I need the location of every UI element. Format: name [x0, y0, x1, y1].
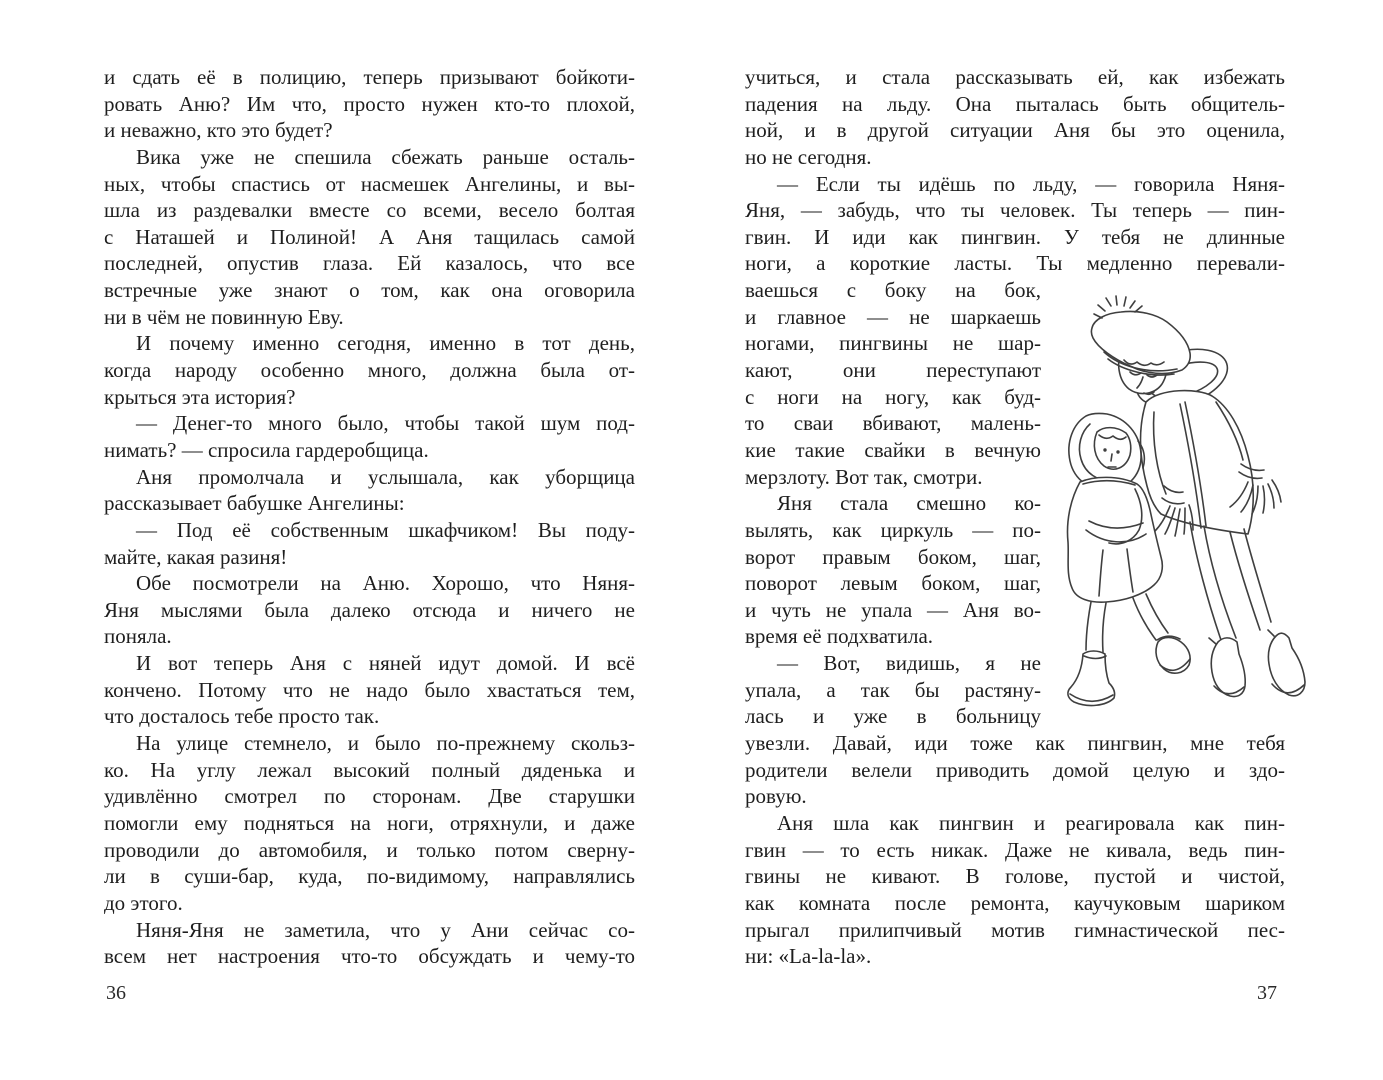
text-line: И вот теперь Аня с няней идут домой. И всё — [136, 651, 635, 676]
text-line: ваешься с боку на бок, — [745, 278, 1041, 303]
text-line: И почему именно сегодня, именно в тот день, — [136, 331, 635, 356]
text-line: ни в чём не повинную Еву. — [104, 304, 344, 329]
text-line: гвины не кивают. В голове, пустой и чистой, — [745, 864, 1285, 889]
text-line: — Если ты идёшь по льду, — говорила Няня- — [777, 171, 1285, 196]
text-line: Обе посмотрели на Аню. Хорошо, что Няня- — [136, 571, 635, 596]
text-line: упала, а так бы растяну- — [745, 677, 1041, 702]
text-line: кончено. Потому что не надо было хвастаться тем, — [104, 677, 635, 702]
right-page-text-narrow — [745, 277, 1041, 730]
text-line: Аня шла как пингвин и реагировала как пин- — [777, 810, 1285, 835]
text-line: нимать? — спросила гардеробщица. — [104, 437, 429, 462]
text-line: Яня стала смешно ко- — [777, 491, 1041, 516]
text-line: поворот левым боком, шаг, — [745, 571, 1041, 596]
text-line: ной, и в другой ситуации Аня бы это оценила, — [745, 118, 1285, 143]
text-line: ли в суши-бар, куда, по-видимому, направлялись — [104, 864, 635, 889]
text-line: ровать Аню? Им что, просто нужен кто-то плохой, — [104, 91, 635, 116]
text-line: что досталось тебе просто так. — [104, 704, 380, 729]
text-line: поняла. — [104, 624, 172, 649]
text-line: падения на льду. Она пыталась быть общитель- — [745, 91, 1285, 116]
text-line: гвин — то есть никак. Даже не кивала, ведь пин- — [745, 837, 1285, 862]
text-line: но не сегодня. — [745, 144, 872, 169]
text-line: На улице стемнело, и было по-прежнему скольз- — [136, 731, 635, 756]
text-line: и сдать её в полицию, теперь призывают бойкоти- — [104, 65, 635, 89]
text-line: время её подхватила. — [745, 624, 934, 649]
text-line: Яня мыслями была далеко отсюда и ничего не — [104, 597, 635, 622]
text-line: — Вот, видишь, я не — [777, 651, 1041, 676]
text-line: шла из раздевалки вместе со всеми, весело болтая — [104, 198, 635, 223]
text-line: и главное — не шаркаешь — [745, 304, 1041, 329]
text-line: с ноги на ногу, как буд- — [745, 384, 1041, 409]
text-line: и неважно, кто это будет? — [104, 118, 333, 143]
text-line: кие такие свайки в вечную — [745, 437, 1041, 462]
text-line: крыться эта история? — [104, 384, 296, 409]
right-page-middle — [745, 277, 1285, 730]
text-line: увезли. Давай, иди тоже как пингвин, мне тебя — [745, 731, 1285, 756]
text-line: Яня, — забудь, что ты человек. Ты теперь — пин- — [745, 198, 1285, 223]
text-line: вылять, как циркуль — по- — [745, 517, 1041, 542]
right-page — [745, 0, 1285, 1080]
text-line: — Под её собственным шкафчиком! Вы поду- — [136, 517, 635, 542]
left-page-text — [104, 64, 635, 970]
text-line: — Денег-то много было, чтобы такой шум под- — [136, 411, 635, 436]
text-line: ногами, пингвины не шар- — [745, 331, 1041, 356]
text-line: когда народу особенно много, должна была от- — [104, 358, 635, 383]
text-line: ворот правым боком, шаг, — [745, 544, 1041, 569]
text-line: и чуть не упала — Аня во- — [745, 597, 1041, 622]
line-art-drawing — [1058, 295, 1320, 719]
text-line: ни: «La-la-la». — [745, 944, 872, 969]
text-line: рассказывает бабушке Ангелины: — [104, 491, 405, 516]
text-line: встречные уже знают о том, как она оговорила — [104, 278, 635, 303]
text-line: последней, опустив глаза. Ей казалось, что все — [104, 251, 635, 276]
text-line: с Наташей и Полиной! А Аня тащилась самой — [104, 224, 635, 249]
text-line: прыгал прилипчивый мотив гимнастической пес- — [745, 917, 1285, 942]
text-line: до этого. — [104, 890, 183, 915]
text-line: Няня-Яня не заметила, что у Ани сейчас со- — [136, 917, 635, 942]
text-line: гвин. И иди как пингвин. У тебя не длинные — [745, 224, 1285, 249]
text-line: Вика уже не спешила сбежать раньше осталь- — [136, 144, 635, 169]
right-page-number: 37 — [1257, 982, 1277, 1004]
text-line: ровую. — [745, 784, 807, 809]
nanny-and-child-illustration — [1058, 295, 1320, 719]
text-line: ко. На углу лежал высокий полный дяденька и — [104, 757, 635, 782]
text-line: проводили до автомобиля, и только потом сверну- — [104, 837, 635, 862]
text-line: майте, какая разиня! — [104, 544, 288, 569]
text-line: учиться, и стала рассказывать ей, как избежать — [745, 65, 1285, 89]
left-page-number: 36 — [106, 982, 126, 1004]
text-line: как комната после ремонта, каучуковым шариком — [745, 890, 1285, 915]
right-page-text-bottom — [745, 730, 1285, 970]
text-line: всем нет настроения что-то обсуждать и чему-то — [104, 944, 635, 969]
text-line: кают, они переступают — [745, 358, 1041, 383]
text-line: помогли ему подняться на ноги, отряхнули, и даже — [104, 810, 635, 835]
text-line: Аня промолчала и услышала, как уборщица — [136, 464, 635, 489]
text-line: лась и уже в больницу — [745, 704, 1041, 729]
text-line: ных, чтобы спастись от насмешек Ангелины, и вы- — [104, 171, 635, 196]
text-line: родители велели приводить домой целую и здо- — [745, 757, 1285, 782]
text-line: мерзлоту. Вот так, смотри. — [745, 464, 983, 489]
text-line: ноги, а короткие ласты. Ты медленно перевали- — [745, 251, 1285, 276]
left-page — [104, 0, 635, 1080]
right-page-text-top — [745, 64, 1285, 277]
text-line: то сваи вбивают, малень- — [745, 411, 1041, 436]
text-line: удивлённо смотрел по сторонам. Две старушки — [104, 784, 635, 809]
